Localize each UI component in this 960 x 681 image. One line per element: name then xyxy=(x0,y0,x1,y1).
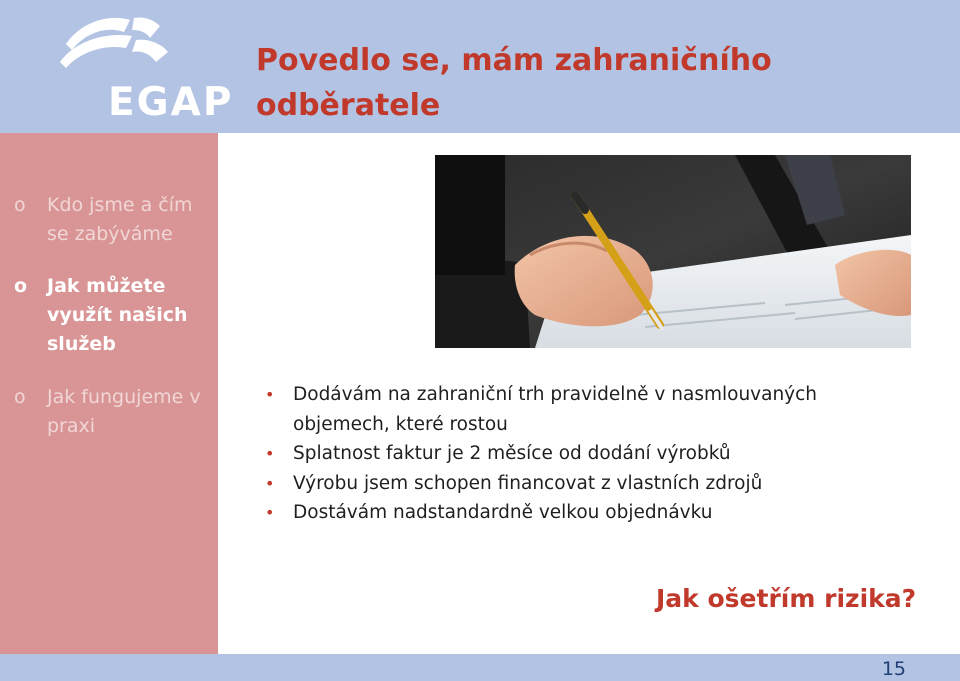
risk-question-callout: Jak ošetřím rizika? xyxy=(656,584,917,613)
bullet-marker: • xyxy=(265,444,275,463)
sidebar-item-jak-muzete[interactable] xyxy=(14,272,214,359)
signing-document-photo xyxy=(435,155,911,348)
footer-bar xyxy=(0,654,960,681)
bullet-text: Výrobu jsem schopen financovat z vlastních zdrojů xyxy=(293,472,763,494)
bullet-list xyxy=(262,380,912,528)
bullet-text: Dostávám nadstandardně velkou objednávku xyxy=(293,502,713,523)
egap-logo xyxy=(52,10,234,125)
bullet-text: Splatnost faktur je 2 měsíce od dodání výrobků xyxy=(293,443,731,464)
sidebar-item-marker: o xyxy=(14,275,28,297)
bullet-marker: • xyxy=(265,503,275,522)
list-item xyxy=(262,380,912,439)
list-item xyxy=(262,498,912,528)
sidebar-item-kdo-jsme[interactable] xyxy=(14,191,214,249)
globe-icon xyxy=(52,10,227,80)
sidebar-item-marker: o xyxy=(14,194,26,216)
sidebar-item-label: Kdo jsme a čím se zabýváme xyxy=(47,194,193,245)
photo-illustration xyxy=(435,155,911,348)
page-title: Povedlo se, mám zahraničního odběratele xyxy=(256,43,772,123)
logo-text: EGAP xyxy=(108,80,234,125)
sidebar-item-label: Jak můžete využít našich služeb xyxy=(47,275,188,355)
list-item xyxy=(262,439,912,469)
bullet-marker: • xyxy=(265,385,275,404)
list-item xyxy=(262,469,912,499)
sidebar-item-jak-fungujeme[interactable] xyxy=(14,383,214,441)
header-bar xyxy=(0,0,960,133)
bullet-text: Dodávám na zahraniční trh pravidelně v nasmlouvaných objemech, které rostou xyxy=(293,384,818,435)
sidebar xyxy=(0,133,218,654)
page-number: 15 xyxy=(881,658,906,680)
sidebar-item-marker: o xyxy=(14,386,26,408)
bullet-marker: • xyxy=(265,473,275,493)
sidebar-item-label: Jak fungujeme v praxi xyxy=(47,386,201,437)
